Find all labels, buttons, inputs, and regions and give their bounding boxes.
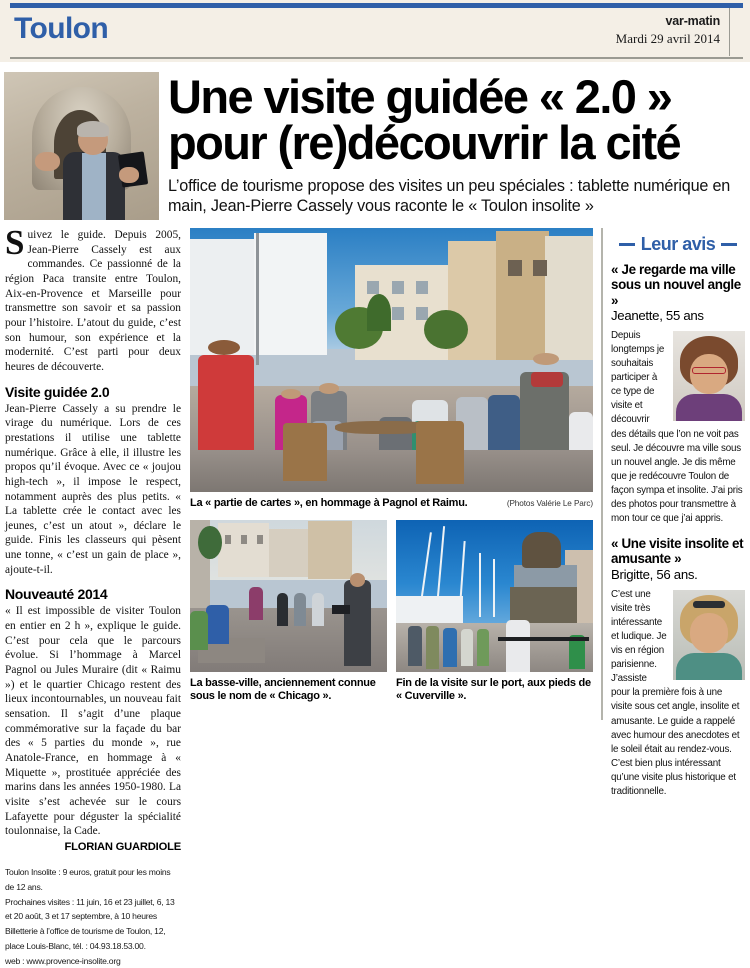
article-section-1-body: Jean-Pierre Cassely a su prendre le virage du numérique. Lors de ces prestations il utilise une tablette numérique. Grâce à elle, il illustre les propos qu’il évoque. Avec ce « joujou high-tech », il impose le respect, notamment auprès des plus petits. « La tablette crée le contact avec les jeunes, c’est un atout », déclare le guide. Finis les classeurs qui pèsent une tonne, « c’est un gain de place », ajoute-t-il. — [5, 402, 181, 576]
person-shape — [249, 587, 263, 620]
sidebar-leur-avis — [611, 234, 745, 799]
avatar-jeanette — [673, 331, 745, 421]
sidebar-heading-label: Leur avis — [640, 234, 716, 254]
person-shape — [277, 593, 289, 626]
headline-line-2: pour (re)découvrir la cité — [168, 116, 681, 170]
person-shape — [294, 593, 306, 626]
window-shape — [225, 535, 231, 544]
person-shape — [426, 626, 440, 669]
window-shape — [392, 307, 404, 320]
guide-left-hand-shape — [35, 152, 60, 171]
masthead-bottom-rule — [10, 57, 743, 59]
masthead-top-rule — [10, 3, 743, 8]
lower-photo-row — [190, 520, 593, 672]
guide-person-shape — [344, 580, 372, 665]
window-shape — [367, 281, 379, 294]
tree-shape — [198, 526, 222, 559]
person-shape — [488, 395, 520, 450]
practical-info-block — [5, 865, 181, 968]
window-shape — [392, 281, 404, 294]
headline-block — [168, 70, 746, 216]
building-shape — [308, 521, 351, 579]
iron-fence-shape — [498, 637, 589, 642]
main-photo-caption: La « partie de cartes », en hommage à Pagnol et Raimu. — [190, 497, 468, 509]
person-shape — [461, 629, 473, 665]
sailboat-mast-shape — [493, 559, 495, 617]
article-standfirst: L’office de tourisme propose des visites un peu spéciales : tablette numérique en main, Jean-Pierre Cassely vous raconte le « Toulon insolite » — [168, 177, 731, 216]
testimonial-quote: « Une visite insolite et amusante » — [611, 536, 744, 567]
testimonial-author: Jeanette, 55 ans — [611, 307, 704, 323]
guide-portrait-photo — [4, 72, 159, 220]
issue-date: Mardi 29 avril 2014 — [615, 30, 720, 46]
article-section-2-body: « Il est impossible de visiter Toulon en entier en 2 h », explique le guide. C’est pour cela que le parcours évolue. Si l’hommage à Marcel Pagnol ou Jules Muraire (dit « Raimu ») et le quartier Chicago restent des lieux incontournables, un nouveau fait sensation. Il s’agit d’une plaque commémorative sur la façade du bar des « 5 parties du monde », rue Anatole-France, en hommage à « Miquette », prostituée appréciée des marins dans les années 1950-1980. La visite s’est achevée sur le cours Lafayette pour déguster la spécialité toulonnaise, la Cade. — [5, 605, 181, 838]
street-pole-shape — [256, 233, 259, 365]
window-shape — [416, 307, 428, 320]
guide-hair-shape — [77, 121, 110, 137]
tablet-device-shape — [332, 605, 350, 614]
palm-tree-shape — [367, 294, 391, 331]
testimonial-brigitte — [611, 536, 745, 799]
clothing-shape — [676, 394, 742, 421]
building-shape — [496, 231, 548, 360]
seated-child-shape — [190, 611, 208, 651]
guide-head-shape — [350, 573, 366, 587]
lower-town-photo-caption: La basse-ville, anciennement connue sous le nom de « Chicago ». — [190, 676, 376, 703]
practical-info-ticketing: Billetterie à l’office de tourisme de Toulon, 12, place Louis-Blanc, tél. : 04.93.18.53.00. — [5, 926, 166, 951]
testimonial-body: C’est une visite très intéressante et ludique. Je vis en région parisienne. J’assiste pour la première fois à une visite sous cet angle, insolite et amusante. Le guide a rappelé avec humour des anecdotes et le soleil était au rendez-vous. C’est bien plus intéressant qu’une visite plus historique et traditionnelle. — [611, 588, 740, 798]
person-head-shape — [319, 383, 339, 393]
person-shape — [477, 629, 489, 665]
main-photo-partie-de-cartes — [190, 228, 593, 492]
face-shape — [690, 354, 727, 394]
lower-town-photo — [190, 520, 387, 672]
person-shape — [312, 593, 324, 626]
building-shape — [545, 236, 593, 360]
practical-info-dates: Prochaines visites : 11 juin, 16 et 23 juillet, 6, 13 et 20 août, 3 et 17 septembre, à 10 heures — [5, 896, 175, 922]
cafe-chair-shape — [283, 423, 327, 481]
building-shape — [190, 239, 259, 355]
window-shape — [533, 260, 547, 276]
building-shape — [269, 529, 308, 578]
guide-shirt-shape — [82, 153, 107, 220]
red-cap-shape — [531, 372, 563, 387]
port-photo-caption: Fin de la visite sur le port, aux pieds de « Cuverville ». — [396, 676, 591, 703]
building-shape — [254, 233, 327, 354]
masthead-vertical-divider — [729, 8, 730, 56]
clothing-shape — [676, 653, 742, 680]
sidebar-spacer — [611, 526, 745, 536]
subheading-visite-guidee: Visite guidée 2.0 — [5, 383, 110, 400]
seated-person-shape — [206, 605, 230, 645]
masthead-meta — [616, 14, 720, 47]
subheading-nouveaute: Nouveauté 2014 — [5, 586, 108, 603]
dash-right-icon — [721, 243, 737, 246]
article-byline: FLORIAN GUARDIOLE — [64, 840, 181, 853]
sunglasses-icon — [693, 601, 725, 608]
crowd-region — [190, 355, 593, 450]
person-shape — [198, 355, 254, 450]
article-lede: Suivez le guide. Depuis 2005, Jean-Pierre Cassely est aux commandes. Ce passionné de la région Paca transite entre Toulon, Aix-en-Provence et Marseille pour transmettre son savoir et sa passion pour l’histoire. L’atout du guide, c’est son humour, son expérience et la modernité. C’est parti pour deux heures de découverte. — [5, 223, 181, 373]
headline-line-1: Une visite guidée « 2.0 » — [168, 70, 672, 123]
avatar-brigitte — [673, 590, 745, 680]
person-shape — [408, 626, 422, 666]
cafe-chair-shape — [416, 421, 464, 484]
person-head-shape — [208, 340, 240, 355]
testimonial-author: Brigitte, 56 ans. — [611, 566, 698, 582]
main-photo-caption-row — [190, 497, 593, 511]
lower-photo-caption-row — [190, 677, 593, 704]
window-shape — [416, 281, 428, 294]
port-photo-cuverville — [396, 520, 593, 672]
guide-right-hand-shape — [119, 167, 139, 183]
sailboat-mast-shape — [479, 553, 481, 617]
testimonial-body: Depuis longtemps je souhaitais participer à ce type de visite et découvrir des détails que l’on ne voit pas seul. Je découvre ma ville sous un nouvel angle. Je dis même que je redécouvre Toulon de façon sympa et insolite. J’ai pris des photos pour transmettre à mon tour ce que j’ai appris. — [611, 329, 743, 525]
building-shape — [218, 523, 269, 578]
cuverville-statue-shape — [522, 532, 561, 568]
window-shape — [241, 535, 247, 544]
article-headline — [168, 70, 746, 170]
person-white-jacket-shape — [506, 620, 530, 672]
sidebar-divider-rule — [601, 228, 603, 720]
practical-info-web[interactable]: web : www.provence-insolite.org — [5, 955, 121, 966]
practical-info-price: Toulon Insolite : 9 euros, gratuit pour les moins de 12 ans. — [5, 866, 171, 892]
eyeglasses-icon — [692, 367, 727, 374]
dash-left-icon — [619, 243, 635, 246]
article-left-column — [5, 223, 181, 968]
face-shape — [690, 613, 727, 653]
masthead — [0, 0, 750, 62]
photo-center-column — [190, 228, 593, 704]
sidebar-heading — [611, 234, 745, 255]
testimonial-quote: « Je regarde ma ville sous un nouvel angle » — [611, 262, 741, 308]
person-head-shape — [533, 353, 559, 365]
page-title: Toulon — [14, 12, 109, 45]
bollard-shape — [569, 412, 593, 450]
photo-credit: (Photos Valérie Le Parc) — [506, 499, 593, 508]
person-shape — [443, 628, 457, 668]
publication-name: var-matin — [665, 14, 720, 28]
window-shape — [508, 260, 522, 276]
testimonial-jeanette — [611, 262, 745, 526]
window-shape — [257, 535, 263, 544]
